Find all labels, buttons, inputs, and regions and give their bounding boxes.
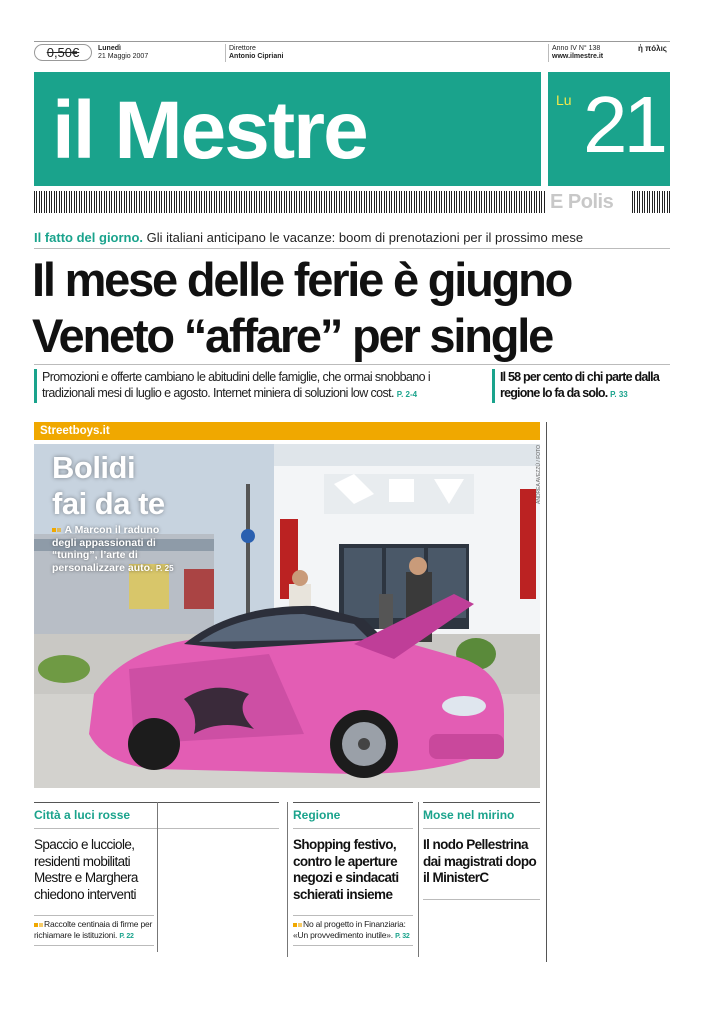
rule	[423, 899, 540, 900]
bullet-icon	[52, 528, 56, 532]
main-headline[interactable]	[32, 252, 682, 364]
issue-date	[98, 45, 148, 61]
caption-text: A Marcon il raduno degli appassionati di “tuning”, l’arte di personalizzare auto.	[52, 524, 160, 574]
photo-credit: ANDREA AVEZZÙ / FOTO	[536, 445, 542, 504]
note-text: No al progetto in Finanziaria: «Un provvedimento inutile».	[293, 919, 406, 940]
barcode-strip	[34, 191, 546, 213]
page-reference[interactable]: P. 33	[610, 390, 628, 399]
barcode-strip-end	[632, 191, 670, 213]
issue-block	[552, 45, 603, 61]
column-note	[34, 919, 156, 942]
column-headline: Il nodo Pellestrina dai magistrati dopo il MinisterC	[423, 837, 537, 885]
column-divider	[287, 802, 288, 957]
feature-title[interactable]	[52, 450, 165, 522]
director-block	[229, 45, 283, 61]
day-of-week: Lu	[556, 92, 572, 108]
issue-number: Anno IV N° 138	[552, 45, 601, 52]
newspaper-title[interactable]: il Mestre	[52, 85, 367, 176]
masthead	[34, 72, 541, 186]
column-section: Regione	[293, 808, 341, 822]
feature-photo[interactable]	[34, 444, 540, 788]
director-name: Antonio Cipriani	[229, 53, 284, 60]
fatto-label: Il fatto del giorno.	[34, 230, 144, 245]
divider	[225, 44, 226, 62]
page-reference[interactable]: P. 32	[395, 932, 410, 940]
rule	[34, 945, 154, 946]
headline-line-1: Il mese delle ferie è giugno	[32, 253, 572, 306]
rule	[293, 828, 413, 829]
bullet-icon	[34, 923, 38, 927]
bullet-icon	[57, 528, 61, 532]
rule	[293, 915, 413, 916]
date-text: 21 Maggio 2007	[98, 53, 149, 60]
fatto-del-giorno	[34, 230, 583, 246]
column-headline: Spaccio e lucciole, residenti mobilitati Mestre e Marghera chiedono interventi	[34, 837, 138, 902]
divider	[548, 44, 549, 62]
rule	[34, 248, 670, 249]
summary-text: Promozioni e offerte cambiano le abitudini delle famiglie, che ormai snobbano i tradizionali mesi di luglio e agosto. Internet miniera di soluzioni low cost.	[42, 370, 431, 400]
headline-summary	[34, 369, 482, 403]
page-reference[interactable]: P. 22	[119, 932, 134, 940]
column-note	[293, 919, 413, 942]
side-note	[492, 369, 670, 403]
feature-title-line-1: Bolidi	[52, 450, 136, 485]
feature-caption	[52, 524, 180, 575]
director-label: Direttore	[229, 45, 256, 52]
bullet-icon	[293, 923, 297, 927]
page-reference[interactable]: P. 2-4	[396, 390, 418, 399]
page-reference[interactable]: P. 25	[155, 563, 174, 573]
date-box	[548, 72, 670, 186]
side-text: Il 58 per cento di chi parte dalla regione lo fa da solo.	[500, 370, 659, 400]
price-tag: 0,50€	[34, 44, 92, 61]
column-divider	[418, 802, 419, 957]
column-section: Mose nel mirino	[423, 808, 515, 822]
column-headline: Shopping festivo, contro le aperture negozi e sindacati schierati insieme	[293, 837, 399, 902]
rule	[293, 945, 413, 946]
feature-title-line-2: fai da te	[52, 486, 165, 521]
column-divider	[546, 422, 547, 962]
column-mose[interactable]	[423, 802, 540, 900]
website-link[interactable]: www.ilmestre.it	[552, 53, 604, 60]
bullet-icon	[39, 923, 43, 927]
column-regione[interactable]	[293, 802, 413, 946]
rule	[34, 915, 154, 916]
feature-section-bar[interactable]: Streetboys.it	[34, 422, 540, 440]
polis-logo: ἡ πόλις	[638, 44, 667, 53]
column-section: Città a luci rosse	[34, 808, 131, 822]
epolis-logo: E Polis	[550, 191, 614, 213]
rule	[34, 364, 670, 365]
headline-line-2: Veneto “affare” per single	[32, 309, 553, 362]
note-text: Raccolte centinaia di firme per richiamare le istituzioni.	[34, 919, 153, 940]
column-divider	[157, 802, 158, 952]
rule	[423, 828, 540, 829]
fatto-text: Gli italiani anticipano le vacanze: boom di prenotazioni per il prossimo mese	[146, 230, 584, 245]
day-label: Lunedì	[98, 45, 121, 52]
bullet-icon	[298, 923, 302, 927]
day-number: 21	[583, 80, 664, 169]
top-rule	[34, 41, 670, 42]
